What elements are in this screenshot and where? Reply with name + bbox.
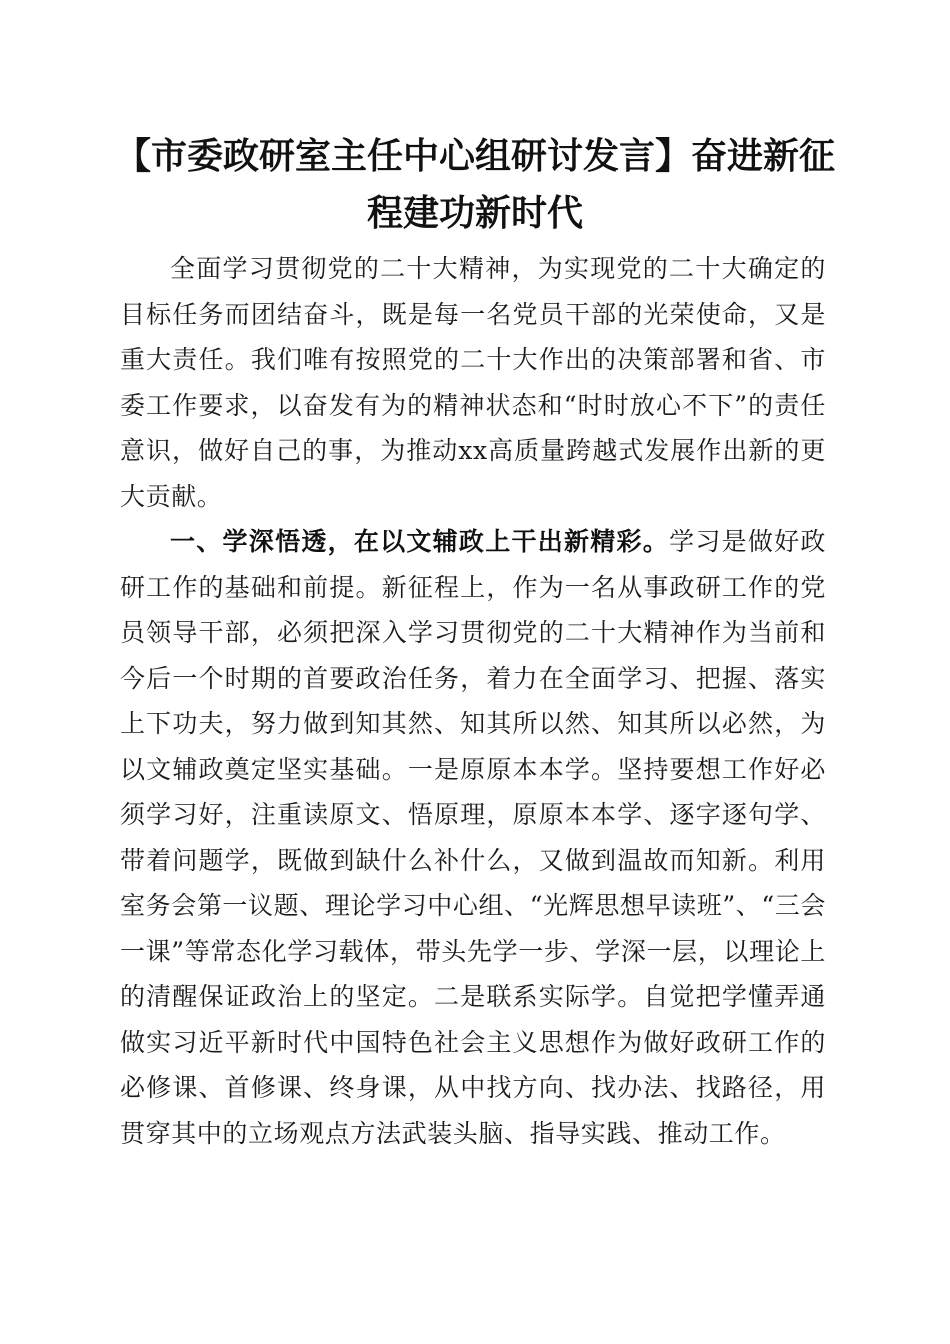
intro-paragraph (120, 246, 826, 519)
section-one-text: 学习是做好政研工作的基础和前提。新征程上，作为一名从事政研工作的党员领导干部，必须把深入学习贯彻党的二十大精神作为当前和今后一个时期的首要政治任务，着力在全面学习、把握、落实上下功夫，努力做到知其然、知其所以然、知其所以必然，为以文辅政奠定坚实基础。一是原原本本学。坚持要想工作好必须学习好，注重读原文、悟原理，原原本本学、逐字逐句学、带着问题学，既做到缺什么补什么，又做到温故而知新。利用室务会第一议题、理论学习中心组、“光辉思想早读班”、“三会一课”等常态化学习载体，带头先学一步、学深一层，以理论上的清醒保证政治上的坚定。二是联系实际学。自觉把学懂弄通做实习近平新时代中国特色社会主义思想作为做好政研工作的必修课、首修课、终身课，从中找方向、找办法、找路径，用贯穿其中的立场观点方法武装头脑、指导实践、推动工作。 (120, 527, 826, 1148)
section-one-paragraph (120, 519, 826, 1156)
document-title: 【市委政研室主任中心组研讨发言】奋进新征程建功新时代 (114, 135, 835, 234)
document-body (120, 246, 826, 1156)
section-one-heading: 一、学深悟透，在以文辅政上干出新精彩。 (170, 527, 670, 556)
intro-paragraph-text: 全面学习贯彻党的二十大精神，为实现党的二十大确定的目标任务而团结奋斗，既是每一名党员干部的光荣使命，又是重大责任。我们唯有按照党的二十大作出的决策部署和省、市委工作要求，以奋发有为的精神状态和“时时放心不下”的责任意识，做好自己的事，为推动xx高质量跨越式发展作出新的更大贡献。 (120, 254, 826, 511)
